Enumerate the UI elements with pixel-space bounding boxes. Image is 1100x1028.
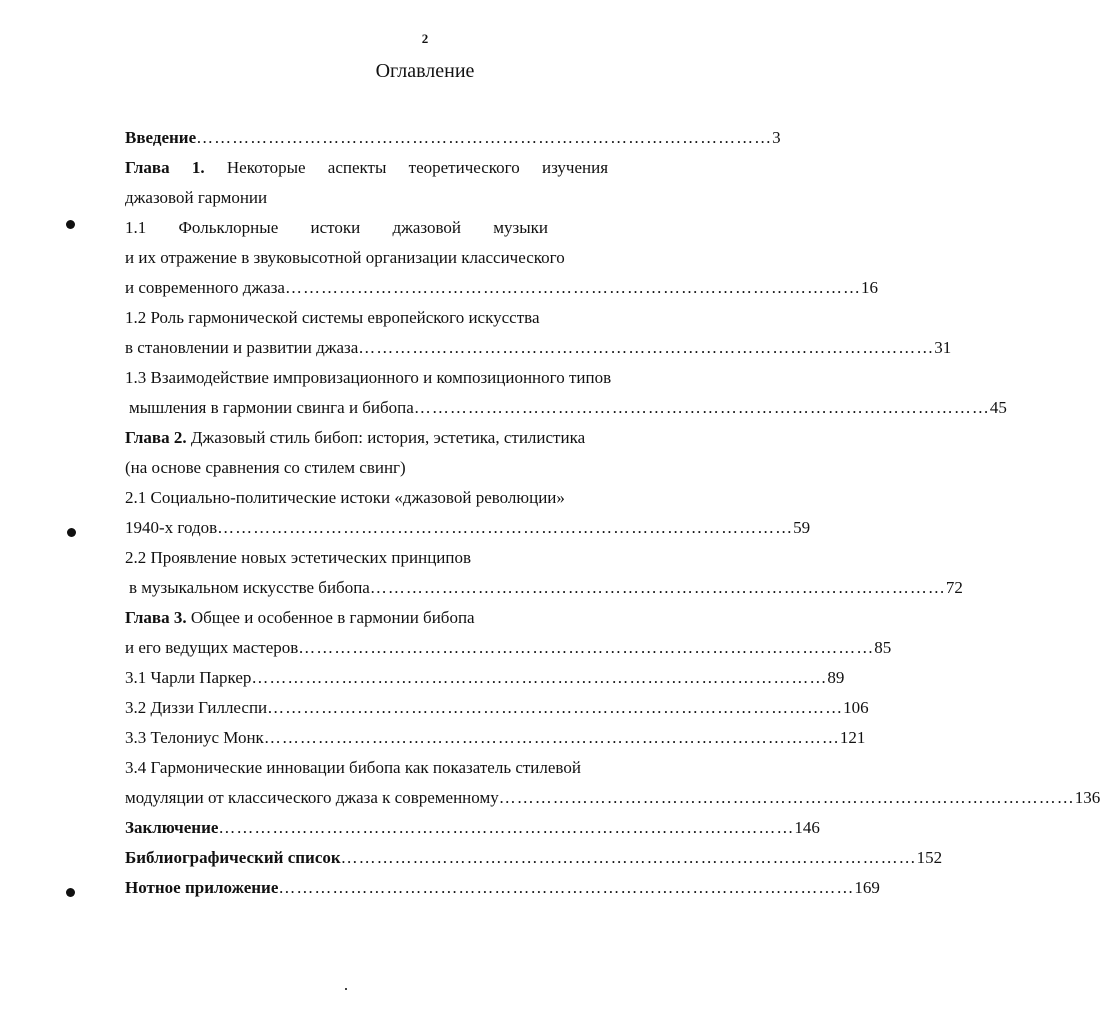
dot-leader: …………………………………………………………………………………… bbox=[196, 128, 773, 147]
toc-page-number: 136 bbox=[1074, 788, 1100, 807]
dot-leader: …………………………………………………………………………………… bbox=[217, 518, 794, 537]
toc-entry-label: Библиографический список bbox=[125, 848, 341, 867]
toc-entry-label: и современного джаза bbox=[125, 278, 285, 297]
toc-entry-label: 3.2 Диззи Гиллеспи bbox=[125, 698, 268, 717]
dot-leader: …………………………………………………………………………………… bbox=[284, 278, 861, 297]
chapter-title-continued: и его ведущих мастеров bbox=[125, 638, 299, 657]
toc-entry-label: модуляции от классического джаза к современному bbox=[125, 788, 499, 807]
chapter-title: Некоторые аспекты теоретического изучения bbox=[226, 158, 609, 177]
toc-page-number: 121 bbox=[839, 728, 866, 747]
page-title: Оглавление bbox=[375, 60, 475, 82]
toc-entry-label: Нотное приложение bbox=[125, 878, 279, 897]
toc-page-number: 31 bbox=[934, 338, 952, 357]
toc-entry-label: 3.1 Чарли Паркер bbox=[125, 668, 252, 687]
toc-entry-label: 2.2 Проявление новых эстетических принципов bbox=[125, 548, 472, 567]
toc-entry-3-4-end[interactable] bbox=[125, 783, 1100, 813]
toc-entry-1-2[interactable] bbox=[125, 303, 645, 333]
toc-entry-2-2-end[interactable] bbox=[125, 573, 963, 603]
toc-chapter-2-continued bbox=[125, 453, 645, 483]
toc-entry-1-2-end[interactable] bbox=[125, 333, 952, 363]
chapter-prefix: Глава 3. bbox=[125, 608, 187, 627]
toc-entry-label: и их отражение в звуковысотной организации классического bbox=[125, 248, 565, 267]
toc-page-number: 169 bbox=[854, 878, 880, 897]
toc-page-number: 89 bbox=[827, 668, 845, 687]
toc-chapter-2[interactable] bbox=[125, 423, 645, 453]
toc-entry-1-1[interactable] bbox=[125, 213, 645, 243]
toc-entry-1-3[interactable] bbox=[125, 363, 645, 393]
toc-page-number: 72 bbox=[945, 578, 963, 597]
toc-entry-2-1-end[interactable] bbox=[125, 513, 811, 543]
chapter-prefix: Глава 2. bbox=[125, 428, 187, 447]
chapter-title-continued: (на основе сравнения со стилем свинг) bbox=[125, 458, 406, 477]
page-number: 2 bbox=[421, 31, 429, 46]
toc-entry-label: 1.2 Роль гармонической системы европейского искусства bbox=[125, 308, 540, 327]
punch-hole-mark bbox=[66, 220, 75, 229]
dot-leader: …………………………………………………………………………………… bbox=[498, 788, 1075, 807]
toc-entry-label: Заключение bbox=[125, 818, 219, 837]
toc-chapter-3[interactable] bbox=[125, 603, 645, 633]
toc-entry-label: в становлении и развитии джаза bbox=[125, 338, 359, 357]
toc-entry-1-1-end[interactable] bbox=[125, 273, 878, 303]
toc-entry-label: 3.3 Телониус Монк bbox=[125, 728, 264, 747]
toc-page-number: 16 bbox=[860, 278, 878, 297]
toc-entry-conclusion[interactable] bbox=[125, 813, 820, 843]
dot-leader: …………………………………………………………………………………… bbox=[267, 698, 844, 717]
dot-leader: …………………………………………………………………………………… bbox=[369, 578, 946, 597]
dot-leader: …………………………………………………………………………………… bbox=[218, 818, 795, 837]
dot-leader: …………………………………………………………………………………… bbox=[340, 848, 917, 867]
toc-entry-3-3[interactable] bbox=[125, 723, 866, 753]
toc-entry-3-4[interactable] bbox=[125, 753, 645, 783]
dot-leader: …………………………………………………………………………………… bbox=[413, 398, 990, 417]
dot-leader: …………………………………………………………………………………… bbox=[298, 638, 875, 657]
toc-page-number: 3 bbox=[772, 128, 781, 147]
toc-entry-2-1[interactable] bbox=[125, 483, 645, 513]
toc-entry-label: 3.4 Гармонические инновации бибопа как показатель стилевой bbox=[125, 758, 581, 777]
toc-entry-2-2[interactable] bbox=[125, 543, 645, 573]
chapter-prefix: Глава 1. bbox=[125, 158, 205, 177]
chapter-title: Джазовый стиль бибоп: история, эстетика, стилистика bbox=[190, 428, 586, 447]
toc-entry-label: 1.3 Взаимодействие импровизационного и композиционного типов bbox=[125, 368, 612, 387]
dot-leader: …………………………………………………………………………………… bbox=[251, 668, 828, 687]
punch-hole-mark bbox=[66, 888, 75, 897]
toc-entry-label: в музыкальном искусстве бибопа bbox=[129, 578, 370, 597]
toc-entry-label: Введение bbox=[125, 128, 197, 147]
toc-page-number: 45 bbox=[989, 398, 1007, 417]
toc-entry-1-1-continued bbox=[125, 243, 645, 273]
toc-entry-3-2[interactable] bbox=[125, 693, 869, 723]
chapter-title: Общее и особенное в гармонии бибопа bbox=[190, 608, 475, 627]
toc-chapter-3-end[interactable] bbox=[125, 633, 892, 663]
chapter-title-continued: джазовой гармонии bbox=[125, 188, 268, 207]
toc-entry-label: 2.1 Социально-политические истоки «джазовой революции» bbox=[125, 488, 565, 507]
toc-page-number: 59 bbox=[793, 518, 811, 537]
toc-entry-1-3-end[interactable] bbox=[125, 393, 1007, 423]
toc-entry-label: 1940-х годов bbox=[125, 518, 218, 537]
toc-page-number: 85 bbox=[874, 638, 892, 657]
toc-page-number: 106 bbox=[843, 698, 869, 717]
punch-hole-mark bbox=[67, 528, 76, 537]
toc-chapter-1[interactable] bbox=[125, 153, 645, 183]
toc-entry-label: 1.1 Фольклорные истоки джазовой музыки bbox=[125, 218, 549, 237]
toc-entry-bibliography[interactable] bbox=[125, 843, 943, 873]
scan-speck bbox=[345, 988, 347, 990]
dot-leader: …………………………………………………………………………………… bbox=[263, 728, 840, 747]
dot-leader: …………………………………………………………………………………… bbox=[358, 338, 935, 357]
toc-chapter-1-continued bbox=[125, 183, 645, 213]
toc-entry-3-1[interactable] bbox=[125, 663, 845, 693]
table-of-contents bbox=[125, 123, 1100, 903]
toc-page-number: 152 bbox=[916, 848, 943, 867]
toc-entry-appendix[interactable] bbox=[125, 873, 880, 903]
toc-entry-intro[interactable] bbox=[125, 123, 781, 153]
toc-entry-label: мышления в гармонии свинга и бибопа bbox=[129, 398, 414, 417]
dot-leader: …………………………………………………………………………………… bbox=[278, 878, 855, 897]
toc-page-number: 146 bbox=[794, 818, 820, 837]
